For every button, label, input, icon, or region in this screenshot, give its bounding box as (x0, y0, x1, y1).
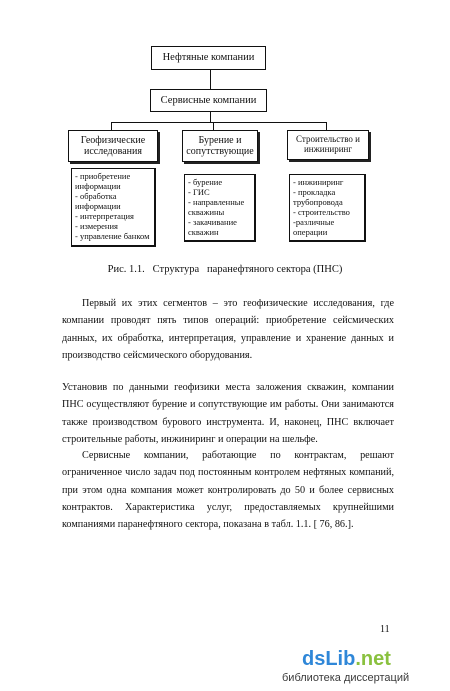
paragraph-text: Сервисные компании, работающие по контрактам, решают ограниченное число задач под постоянным контролем нефтяных компаний, при этом одна компания может контролировать до 50 и более сервисных контрактов. Характеристика услуг, предоставляемых крупнейшими компаниями паранефтяного сектора, показана в табл. 1.1. [ 76, 86.]. (62, 450, 394, 531)
paragraph-2 (62, 379, 394, 448)
paragraph-1 (62, 295, 394, 364)
list-item: - измерения (75, 221, 118, 231)
service-companies-label: Сервисные компании (160, 95, 257, 106)
category-geophysics-title-line1: Геофизические (80, 135, 146, 146)
figure-caption: Рис. 1.1. Структура паранефтяного сектора (ПНС) (107, 264, 343, 275)
watermark-subtitle: библиотека диссертаций (282, 672, 410, 684)
category-construction-title-line2: инжиниринг (303, 144, 353, 154)
category-geophysics-list (71, 168, 156, 247)
list-item: - строительство (293, 207, 350, 217)
paragraph-3 (62, 447, 394, 533)
list-item: - бурение (188, 177, 223, 187)
category-drilling-title-line1: Бурение и (198, 135, 242, 146)
category-drilling-box (182, 130, 258, 162)
service-companies-box (150, 89, 267, 112)
list-item: трубопровода (293, 197, 343, 207)
list-item: - направленные (188, 197, 245, 207)
watermark-logo-main: dsLib (302, 648, 356, 670)
category-geophysics-box (68, 130, 158, 162)
category-construction-list (289, 174, 366, 242)
connector-branch-center (213, 122, 214, 130)
list-item: скважины (188, 207, 225, 217)
watermark-logo-suffix: .net (355, 648, 391, 670)
list-item: - инжиниринг (293, 177, 344, 187)
connector-branch-right (326, 122, 327, 130)
list-item: - обработка (75, 191, 117, 201)
category-construction-title-line1: Строительство и (296, 134, 360, 144)
list-item: информации (75, 181, 121, 191)
list-item: - управление банком (75, 231, 150, 241)
paragraph-text: Установив по данными геофизики места заложения скважин, компании ПНС осуществляют бурение и сопутствующие им работы. Они занимаются также производством бурового инструмента. И, наконец, ПНС включает строительные работы, инжиниринг и операции на шельфе. (62, 382, 394, 445)
category-drilling-title-line2: сопутствующие (186, 146, 254, 157)
page-number: 11 (380, 624, 390, 635)
list-item: - интерпретация (75, 211, 134, 221)
list-item: скважин (188, 227, 219, 237)
list-item: - прокладка (293, 187, 336, 197)
watermark-logo (302, 648, 391, 671)
list-item: - приобретение (75, 171, 131, 181)
category-drilling-list (184, 174, 256, 242)
connector-branch (111, 122, 326, 123)
list-item: - закачивание (188, 217, 237, 227)
list-item: -различные (293, 217, 335, 227)
category-construction-box (287, 130, 369, 160)
list-item: - ГИС (188, 187, 210, 197)
list-item: операции (293, 227, 328, 237)
paragraph-text: Первый их этих сегментов – это геофизические исследования, где компании проводят пять типов операций: приобретение сейсмических данных, их обработка, интерпретация, управление и хранение данных и производство сейсмического оборудования. (62, 298, 394, 361)
connector-middle-down (210, 112, 211, 122)
list-item: информации (75, 201, 121, 211)
connector-top-middle (210, 70, 211, 89)
oil-companies-label: Нефтяные компании (162, 52, 255, 63)
category-geophysics-title-line2: исследования (84, 146, 142, 157)
oil-companies-box (151, 46, 266, 70)
connector-branch-left (111, 122, 112, 130)
